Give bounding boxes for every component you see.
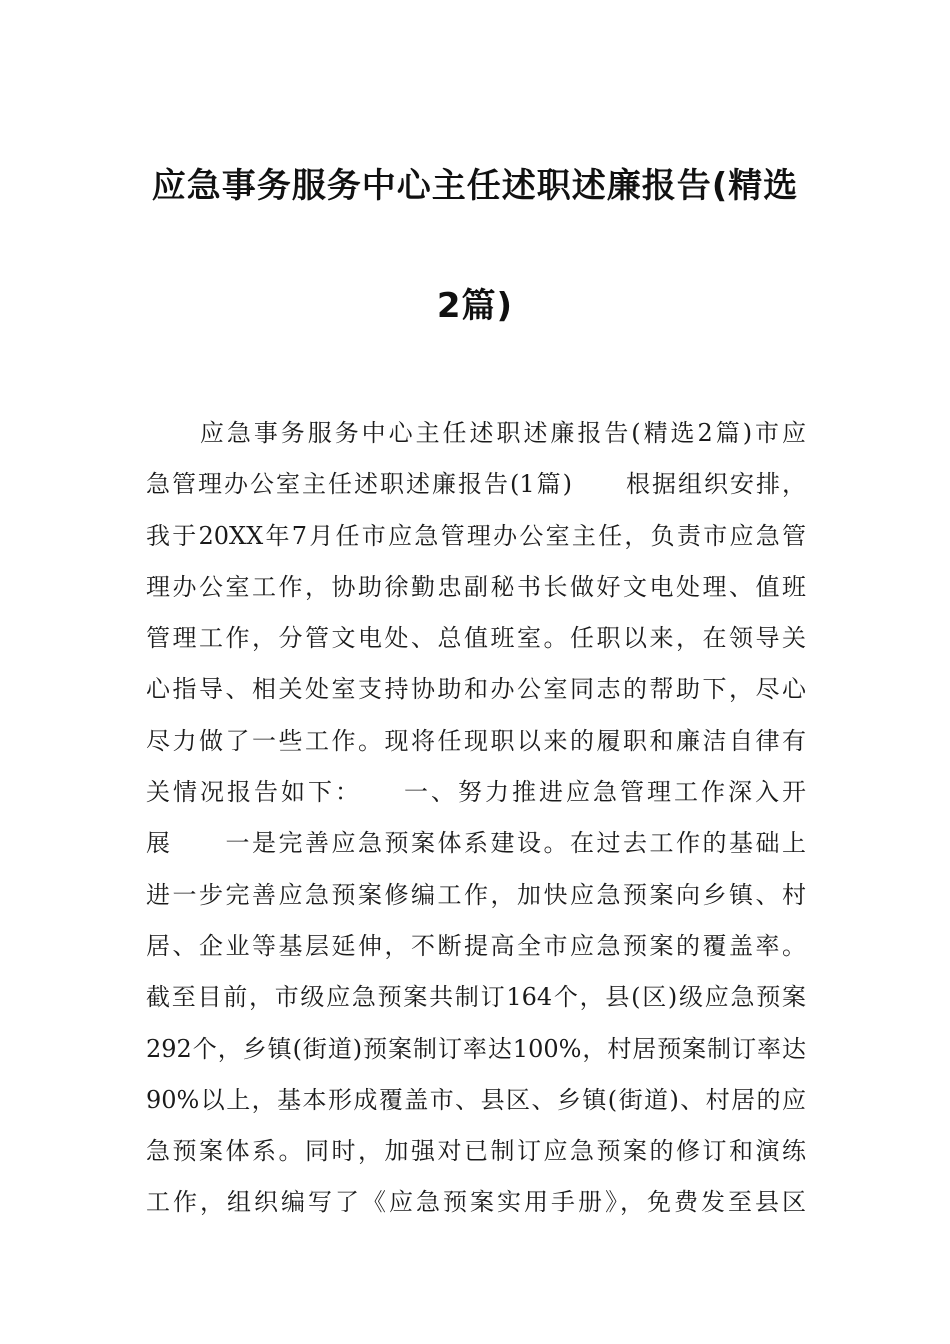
body-line: 居、企业等基层延伸，不断提高全市应急预案的覆盖率。 [146,931,806,960]
body-line: 理办公室工作，协助徐勤忠副秘书长做好文电处理、值班 [146,572,806,601]
body-line: 292个，乡镇(街道)预案制订率达100%，村居预案制订率达 [146,1034,806,1063]
body-line: 展 一是完善应急预案体系建设。在过去工作的基础上 [146,829,806,858]
body-line: 工作，组织编写了《应急预案实用手册》，免费发至县区 [146,1188,806,1217]
document-title-line-2: 2篇) [436,286,514,326]
body-line: 进一步完善应急预案修编工作，加快应急预案向乡镇、村 [146,880,806,909]
body-line: 关情况报告如下： 一、努力推进应急管理工作深入开 [146,778,806,807]
body-line: 90%以上，基本形成覆盖市、县区、乡镇(街道)、村居的应 [146,1085,806,1114]
body-line: 急预案体系。同时，加强对已制订应急预案的修订和演练 [146,1137,806,1166]
body-line: 截至目前，市级应急预案共制订164个，县(区)级应急预案 [146,983,806,1012]
body-line: 心指导、相关处室支持协助和办公室同志的帮助下，尽心 [146,675,806,704]
body-line: 管理工作，分管文电处、总值班室。任职以来，在领导关 [146,624,806,653]
body-line: 我于20XX年7月任市应急管理办公室主任，负责市应急管 [146,521,806,550]
document-title-line-1: 应急事务服务中心主任述职述廉报告(精选 [151,166,799,206]
document-body [146,408,806,1229]
body-line: 应急事务服务中心主任述职述廉报告(精选2篇)市应 [146,419,806,447]
body-line: 尽力做了一些工作。现将任现职以来的履职和廉洁自律有 [146,726,806,755]
body-line: 急管理办公室主任述职述廉报告(1篇) 根据组织安排， [146,470,806,499]
